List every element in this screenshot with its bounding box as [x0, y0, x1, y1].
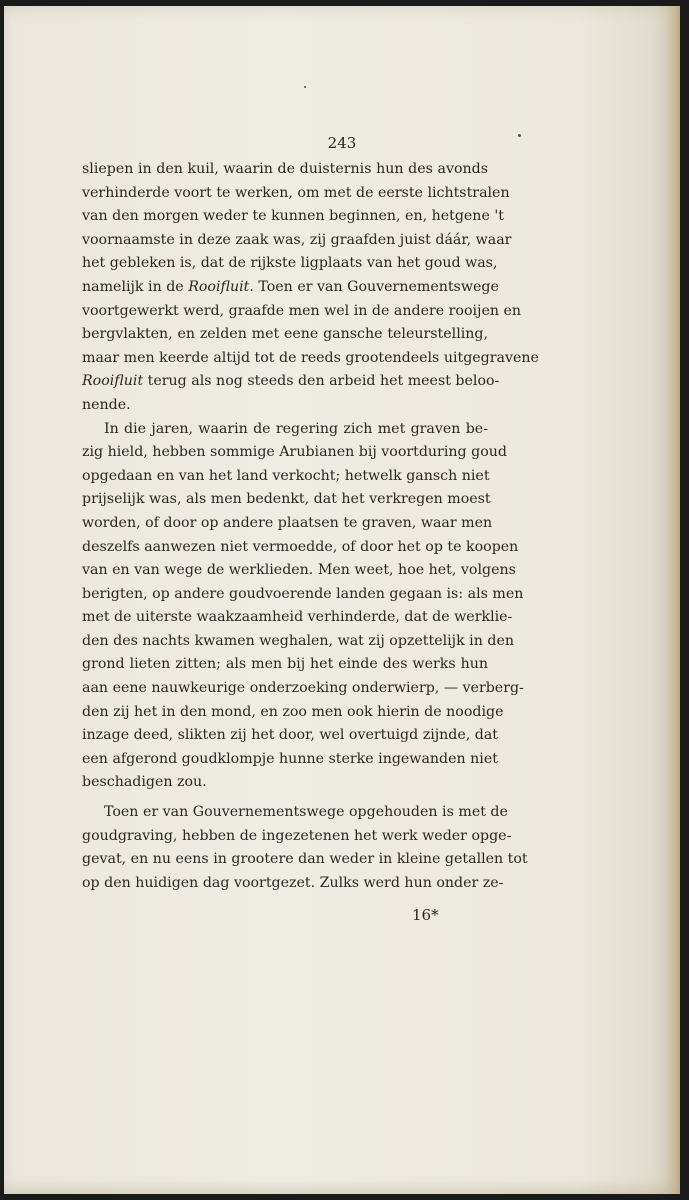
text-line: namelijk in de Rooifluit. Toen er van Gouvernementswege	[82, 278, 499, 295]
text-line: berigten, op andere goudvoerende landen gegaan is: als men	[82, 585, 524, 602]
text-line: voornaamste in deze zaak was, zij graafden juist dáár, waar	[82, 231, 512, 248]
text-line: maar men keerde altijd tot de reeds grootendeels uitgegravene	[82, 349, 539, 366]
text-line: Toen er van Gouvernementswege opgehouden is met de	[104, 804, 508, 821]
text-line: worden, of door op andere plaatsen te graven, waar men	[82, 514, 493, 531]
signature-mark: 16*	[412, 906, 439, 924]
text-line: bergvlakten, en zelden met eene gansche teleurstelling,	[82, 326, 488, 343]
text-line: zig hield, hebben sommige Arubianen bij voortduring goud	[82, 444, 507, 461]
text-line: een afgerond goudklompje hunne sterke ingewanden niet	[82, 750, 498, 767]
text-line: beschadigen zou.	[82, 774, 207, 791]
text-line: den zij het in den mond, en zoo men ook hierin de noodige	[82, 703, 504, 720]
paper-speck	[518, 134, 521, 137]
text-line: nende.	[82, 396, 131, 413]
text-line: van en van wege de werklieden. Men weet, hoe het, volgens	[82, 562, 516, 579]
text-line: den des nachts kwamen weghalen, wat zij opzettelijk in den	[82, 632, 514, 649]
text-line: het gebleken is, dat de rijkste ligplaats van het goud was,	[82, 255, 498, 272]
text-line: prijselijk was, als men bedenkt, dat het verkregen moest	[82, 491, 491, 508]
paper-speck	[304, 86, 306, 88]
text-line: voortgewerkt werd, graafde men wel in de andere rooijen en	[82, 302, 522, 319]
text-line: opgedaan en van het land verkocht; hetwelk gansch niet	[82, 467, 490, 484]
text-line: op den huidigen dag voortgezet. Zulks werd hun onder ze-	[82, 874, 504, 891]
body-text	[82, 158, 539, 895]
page-number: 243	[327, 134, 357, 152]
text-line: In die jaren, waarin de regering zich met graven be-	[104, 420, 488, 437]
text-line: deszelfs aanwezen niet vermoedde, of door het op te koopen	[82, 538, 519, 555]
text-line: goudgraving, hebben de ingezetenen het werk weder opge-	[82, 827, 512, 844]
text-line: verhinderde voort te werken, om met de eerste lichtstralen	[82, 184, 510, 201]
text-line: met de uiterste waakzaamheid verhinderde, dat de werklie-	[82, 609, 513, 626]
text-line: Rooifluit terug als nog steeds den arbeid het meest beloo-	[82, 373, 500, 390]
text-line: van den morgen weder te kunnen beginnen, en, hetgene 't	[82, 208, 504, 225]
text-line: gevat, en nu eens in grootere dan weder in kleine getallen tot	[82, 851, 528, 868]
text-line: sliepen in den kuil, waarin de duisternis hun des avonds	[82, 161, 488, 177]
book-page	[4, 6, 680, 1194]
text-line: grond lieten zitten; als men bij het einde des werks hun	[82, 656, 488, 673]
text-line: inzage deed, slikten zij het door, wel overtuigd zijnde, dat	[82, 727, 499, 744]
page-edge-shading	[666, 6, 680, 1194]
text-line: aan eene nauwkeurige onderzoeking onderwierp, — verberg-	[82, 680, 524, 697]
